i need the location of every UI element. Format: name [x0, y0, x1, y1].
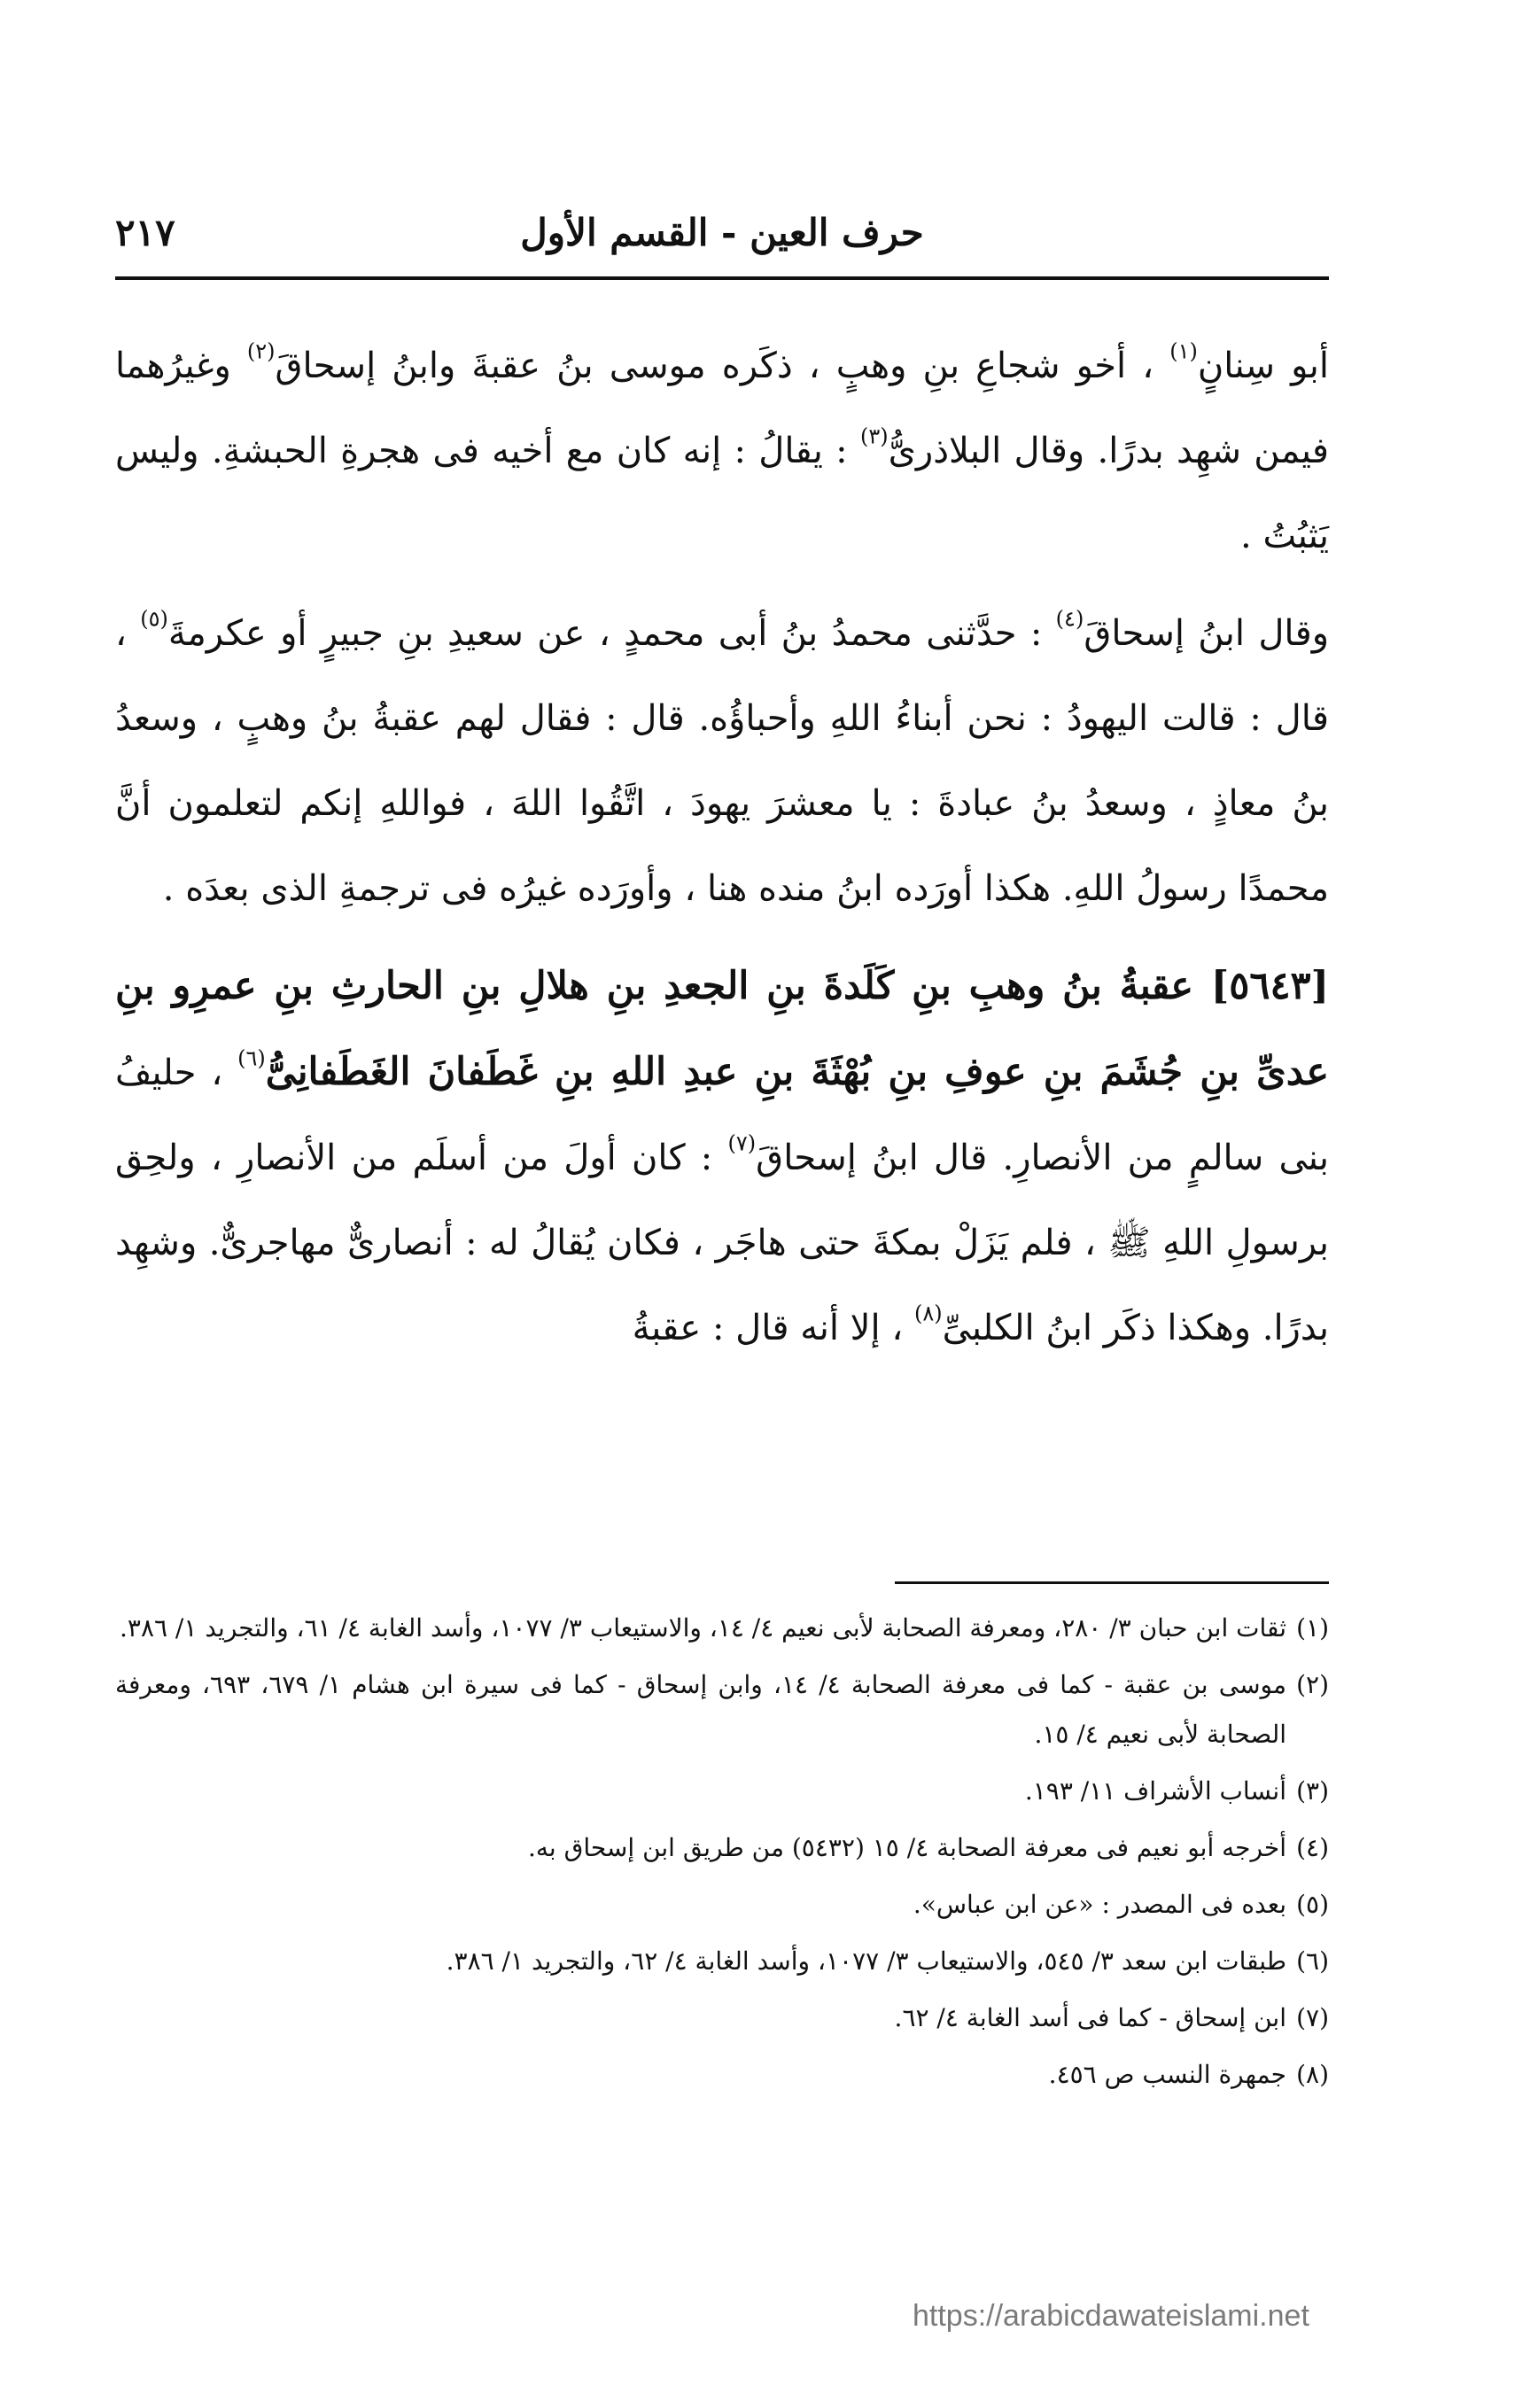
- footnote-ref-4: (٤): [1055, 606, 1084, 632]
- footnote-text: ثقات ابن حبان ٣/ ٢٨٠، ومعرفة الصحابة لأبى نعيم ٤/ ١٤، والاستيعاب ٣/ ١٠٧٧، وأسد الغابة ٤/ ٦١، والتجريد ١/ ٣٨٦.: [120, 1613, 1286, 1643]
- para1-text-a: أبو سِنانٍ: [1197, 346, 1330, 386]
- footnote-ref-3: (٣): [859, 423, 889, 449]
- para2-text-c: ، قال : قالت اليهودُ : نحن أبناءُ اللهِ وأحباؤُه. قال : فقال لهم عقبةُ بنُ وهبٍ ، وسعدُ بنُ معاذٍ ، وسعدُ بنُ عبادةَ : يا معشرَ يهودَ ، اتَّقُوا اللهَ ، فواللهِ إنكم لتعلمون أنَّ محمدًا رسولُ اللهِ. هكذا أورَده ابنُ منده هنا ، وأورَده غيرُه فى ترجمةِ الذى بعدَه .: [115, 613, 1329, 909]
- footnote-ref-1: (١): [1169, 338, 1198, 364]
- footnote-text: جمهرة النسب ص ٤٥٦.: [1048, 2060, 1286, 2089]
- para2-text-b: : حدَّثنى محمدُ بنُ أبى محمدٍ ، عن سعيدِ بنِ جبيرٍ أو عكرمةَ: [167, 613, 1043, 654]
- para1-text-b: ، أخو شجاعِ بنِ وهبٍ ، ذكَره موسى بنُ عقبةَ وابنُ إسحاقَ: [275, 346, 1154, 386]
- para3-text-a: ، حليفُ بنى سالمٍ من الأنصارِ. قال ابنُ إسحاقَ: [115, 1053, 1330, 1178]
- footnote-2: [115, 1660, 1329, 1759]
- header-rule: [115, 276, 1329, 280]
- footnote-ref-8: (٨): [913, 1301, 943, 1326]
- footnote-4: [115, 1823, 1329, 1873]
- para3-text-c: ، إلا أنه قال : عقبةُ: [632, 1308, 904, 1348]
- footnote-ref-6: (٦): [237, 1045, 266, 1071]
- running-head: حرف العين - القسم الأول: [520, 211, 924, 254]
- footnote-6: [115, 1937, 1329, 1986]
- footnote-5: [115, 1880, 1329, 1930]
- footnote-8: [115, 2050, 1329, 2100]
- footnote-number: (٣): [1296, 1776, 1329, 1806]
- entry-heading: [٥٦٤٣] عقبةُ بنُ وهبِ بنِ كَلَدةَ بنِ الجعدِ بنِ هلالِ بنِ الحارثِ بنِ عمرِو بنِ عدىِّ بنِ جُشَمَ بنِ عوفِ بنِ بُهْثَةَ بنِ عبدِ اللهِ بنِ غَطَفانَ الغَطَفانِىُّ: [115, 964, 1329, 1094]
- footnote-text: أنساب الأشراف ١١/ ١٩٣.: [1024, 1776, 1286, 1806]
- para1-text-d: : يقالُ : إنه كان مع أخيه فى هجرةِ الحبشةِ. وليس يَثبُتُ .: [115, 431, 1329, 556]
- paragraph-3: [115, 944, 1329, 1371]
- footnote-rule: [895, 1581, 1329, 1584]
- footnote-number: (٢): [1296, 1670, 1329, 1699]
- footnote-text: طبقات ابن سعد ٣/ ٥٤٥، والاستيعاب ٣/ ١٠٧٧، وأسد الغابة ٤/ ٦٢، والتجريد ١/ ٣٨٦.: [446, 1946, 1286, 1976]
- footnote-number: (٨): [1296, 2060, 1329, 2089]
- para2-text-a: وقال ابنُ إسحاقَ: [1084, 613, 1330, 654]
- footnote-text: أخرجه أبو نعيم فى معرفة الصحابة ٤/ ١٥ (٥٤٣٢) من طريق ابن إسحاق به.: [528, 1833, 1286, 1862]
- footnote-number: (٥): [1296, 1890, 1329, 1919]
- page-number: ٢١٧: [115, 211, 175, 254]
- footnote-ref-7: (٧): [727, 1130, 757, 1156]
- main-text: [115, 323, 1329, 1371]
- footnote-3: [115, 1767, 1329, 1816]
- footnote-text: بعده فى المصدر : «عن ابن عباس».: [913, 1890, 1286, 1919]
- footnote-number: (٧): [1296, 2003, 1329, 2032]
- footnote-number: (٦): [1296, 1946, 1329, 1976]
- footnote-7: [115, 1993, 1329, 2043]
- paragraph-2: [115, 591, 1329, 931]
- footnote-number: (٤): [1296, 1833, 1329, 1862]
- footnote-ref-5: (٥): [140, 606, 168, 632]
- footnote-number: (١): [1296, 1613, 1329, 1643]
- page-header: [115, 202, 1329, 264]
- footnote-text: ابن إسحاق - كما فى أسد الغابة ٤/ ٦٢.: [894, 2003, 1286, 2032]
- footnote-ref-2: (٢): [246, 338, 276, 364]
- footnote-1: [115, 1604, 1329, 1653]
- para1-text-c: وغيرُهما فيمن شهِد بدرًا. وقال البلاذرىُّ: [115, 346, 1330, 471]
- footnote-text: موسى بن عقبة - كما فى معرفة الصحابة ٤/ ١٤، وابن إسحاق - كما فى سيرة ابن هشام ١/ ٦٧٩، ٦٩٣، ومعرفة الصحابة لأبى نعيم ٤/ ١٥.: [115, 1670, 1286, 1749]
- footnotes: [115, 1604, 1329, 2107]
- watermark-url: https://arabicdawateislami.net: [913, 2299, 1309, 2333]
- paragraph-1: [115, 323, 1329, 579]
- para3-text-b: : كان أولَ من أسلَم من الأنصارِ ، ولحِق برسولِ اللهِ ﷺ ، فلم يَزَلْ بمكةَ حتى هاجَر ، فكان يُقالُ له : أنصارىٌّ مهاجرىٌّ. وشهِد بدرًا. وهكذا ذكَر ابنُ الكلبىِّ: [115, 1138, 1329, 1348]
